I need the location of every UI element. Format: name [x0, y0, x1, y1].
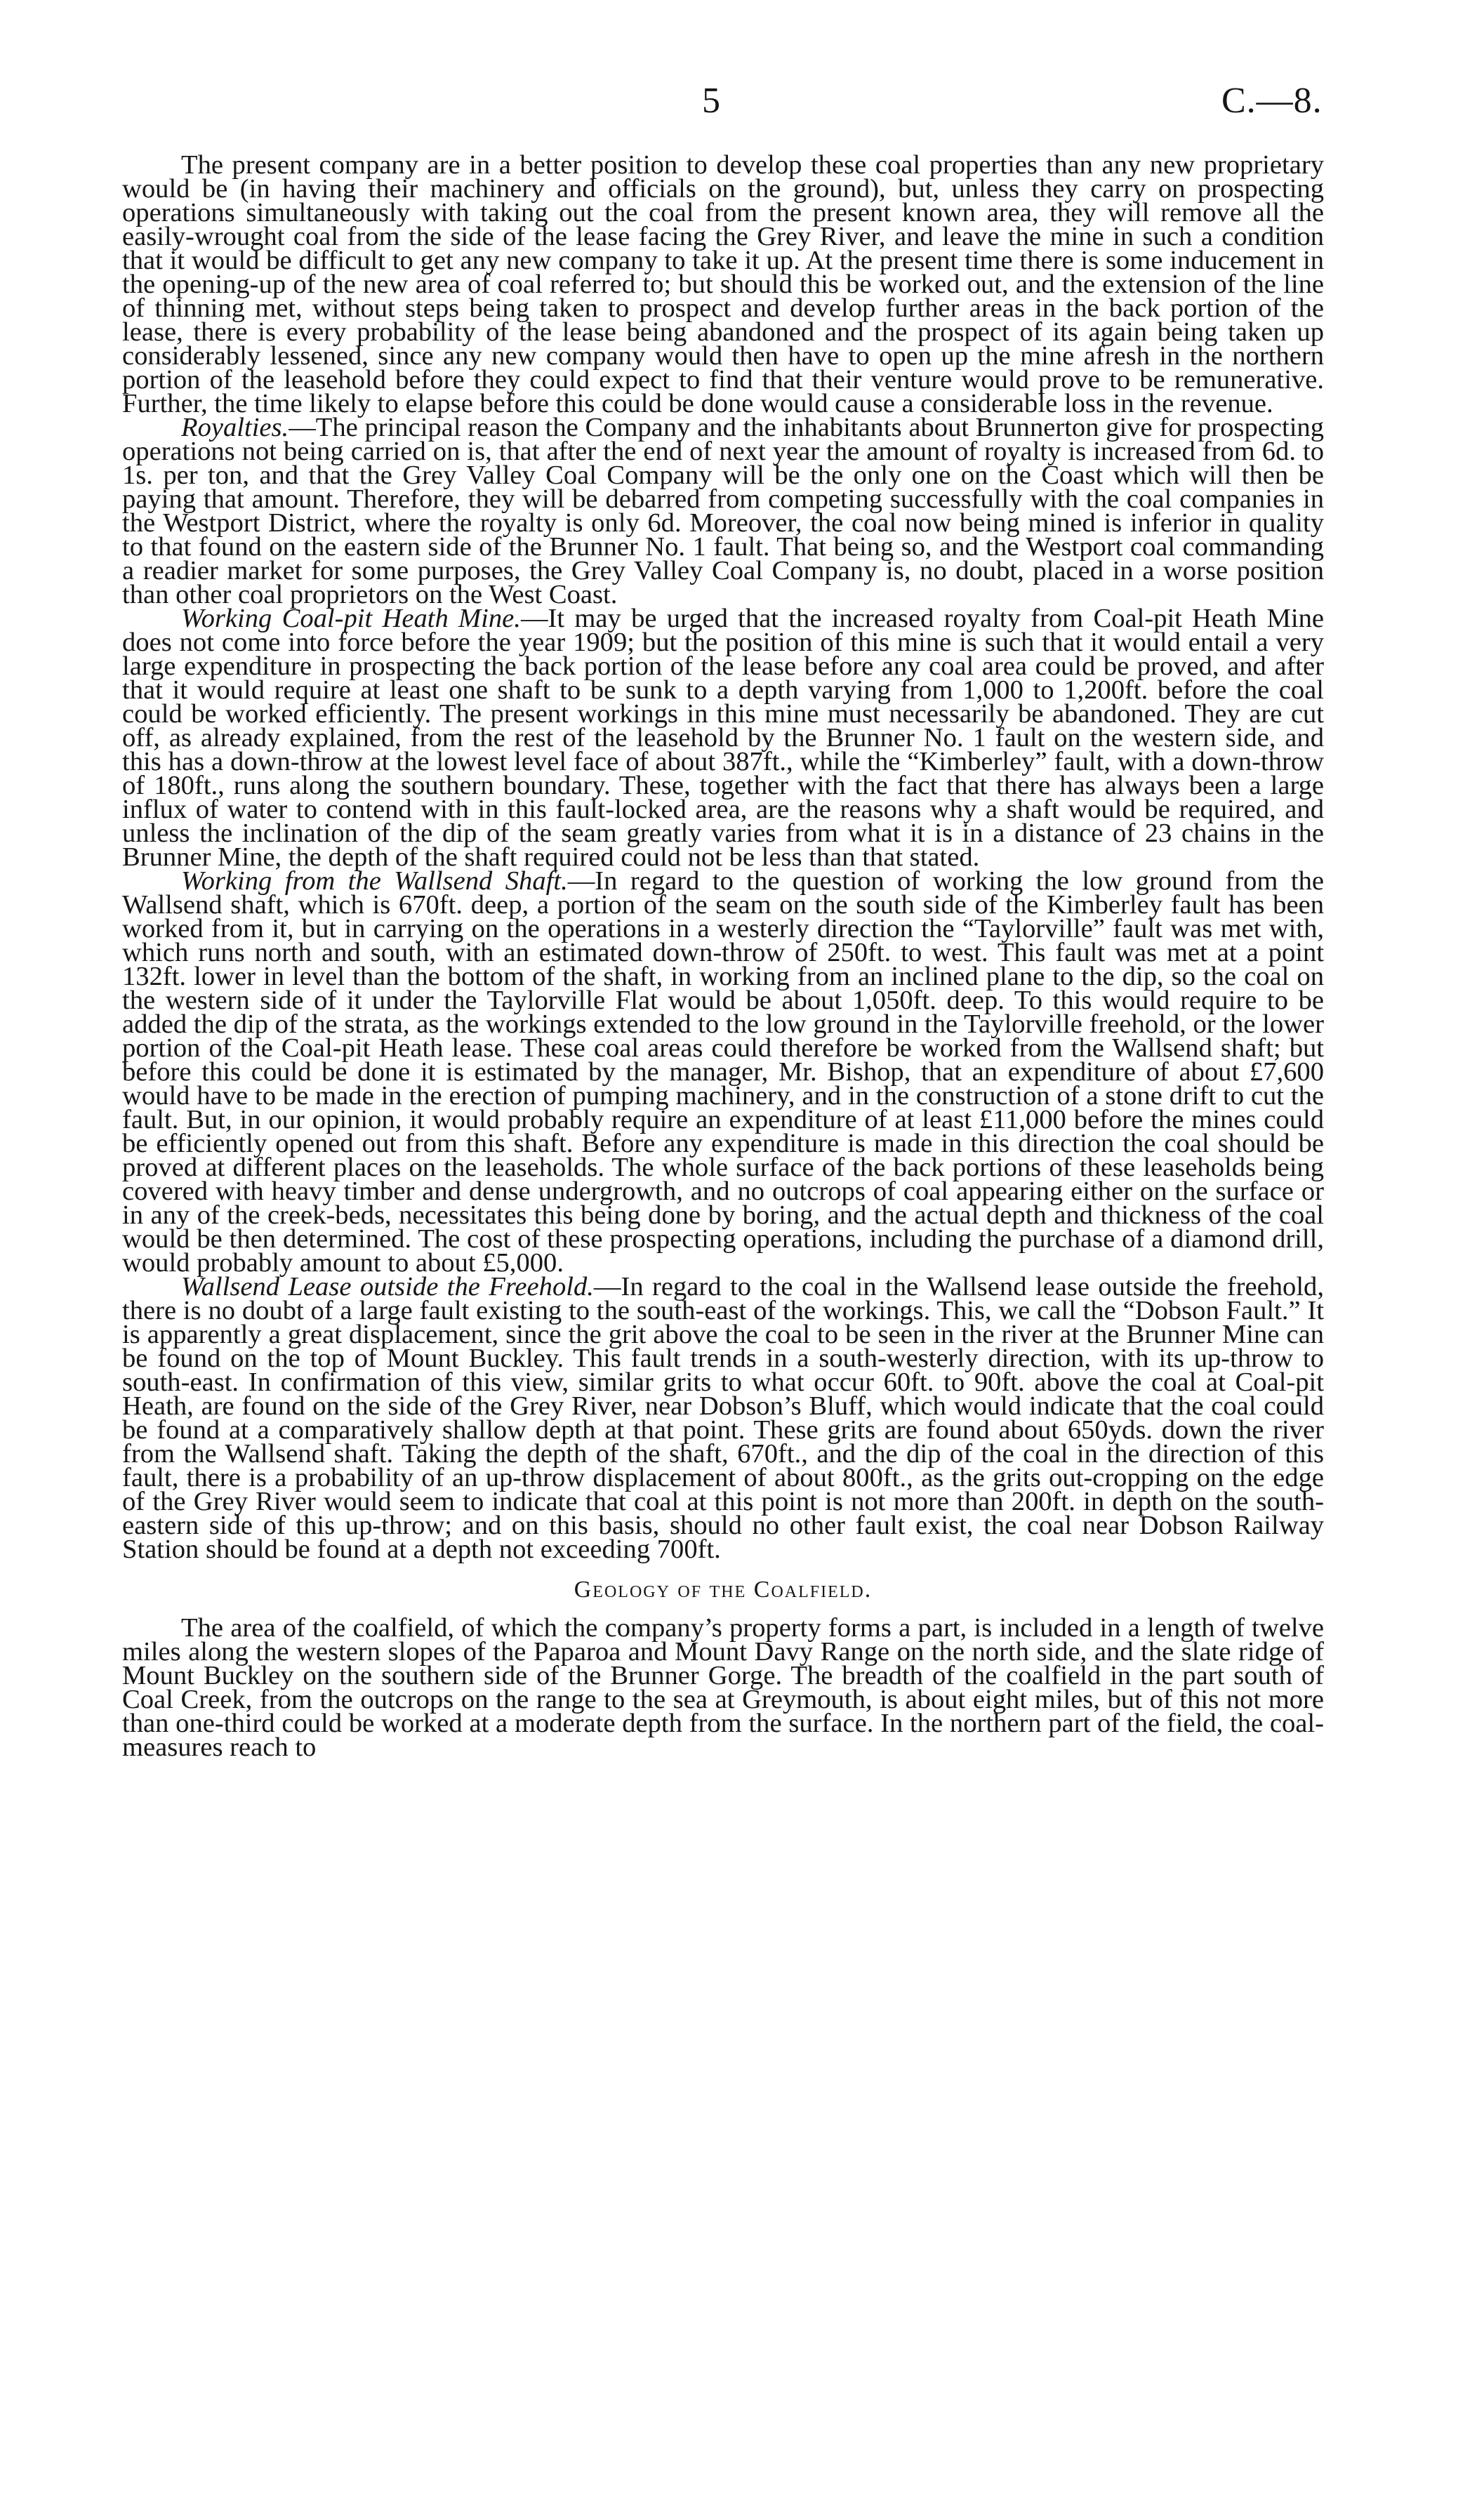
paragraph-text: —The principal reason the Company and the inhabitants about Brunnerton give for prospecting operations not being carried on is, that after the end of next year the amount of royalty is increased from 6d. to 1s. per ton, and that the Grey Valley Coal Company will be the only one on the Coast which will then be paying that amount. Therefore, they will be debarred from competing successfully with the coal companies in the Westport District, where the royalty is only 6d. Moreover, the coal now being mined is inferior in quality to that found on the eastern side of the Brunner No. 1 fault. That being so, and the Westport coal commanding a readier market for some purposes, the Grey Valley Coal Company is, no doubt, placed in a worse position than other coal proprietors on the West Coast. [122, 413, 1324, 609]
paragraph-text: —It may be urged that the increased royalty from Coal-pit Heath Mine does not come into force before the year 1909; but the position of this mine is such that it would entail a very large expenditure in prospecting the back portion of the lease before any coal area could be proved, and after that it would require at least one shaft to be sunk to a depth varying from 1,000 to 1,200ft. before the coal could be worked efficiently. The present workings in this mine must necessarily be abandoned. They are cut off, as already explained, from the rest of the leasehold by the Brunner No. 1 fault on the western side, and this has a down-throw at the lowest level face of about 387ft., while the “Kimberley” fault, with a down-throw of 180ft., runs along the southern boundary. These, together with the fact that there has always been a large influx of water to contend with in this fault-locked area, are the reasons why a shaft would be required, and unless the inclination of the dip of the seam greatly varies from what it is in a distance of 23 chains in the Brunner Mine, the depth of the shaft required could not be less than that stated. [122, 604, 1324, 872]
paragraph-wallsend-shaft [122, 866, 1324, 1278]
paragraph-text: —In regard to the coal in the Wallsend lease outside the freehold, there is no doubt of a large fault existing to the south-east of the workings. This, we call the “Dobson Fault.” It is apparently a great displacement, since the grit above the coal to be seen in the river at the Brunner Mine can be found on the top of Mount Buckley. This fault trends in a south-westerly direction, with its up-throw to south-east. In confirmation of this view, similar grits to what occur 60ft. to 90ft. above the coal at Coal-pit Heath, are found on the side of the Grey River, near Dobson’s Bluff, which would indicate that the coal could be found at a comparatively shallow depth at that point. These grits are found about 650yds. down the river from the Wallsend shaft. Taking the depth of the shaft, 670ft., and the dip of the coal in the direction of this fault, there is a probability of an up-throw displacement of about 800ft., as the grits out-cropping on the edge of the Grey River would seem to indicate that coal at this point is not more than 200ft. in depth on the south-eastern side of this up-throw; and on this basis, should no other fault exist, the coal near Dobson Railway Station should be found at a depth not exceeding 700ft. [122, 1272, 1324, 1564]
page-number: 5 [702, 81, 720, 121]
paragraph-coal-pit-heath [122, 604, 1324, 872]
paragraph-text: The area of the coalfield, of which the company’s property forms a part, is included in a length of twelve miles along the western slopes of the Paparoa and Mount Davy Range on the north side, and the slate ridge of Mount Buckley on the southern side of the Brunner Gorge. The breadth of the coalfield in the part south of Coal Creek, from the outcrops on the range to the sea at Greymouth, is about eight miles, but of this not more than one-third could be worked at a moderate depth from the surface. In the northern part of the field, the coal-measures reach to [122, 1613, 1324, 1762]
paragraph-lead: Working from the Wallsend Shaft. [181, 866, 568, 896]
paragraph-text: The present company are in a better position to develop these coal properties than any new proprietary would be (in having their machinery and officials on the ground), but, unless they carry on prospecting operations simultaneously with taking out the coal from the present known area, they will remove all the easily-wrought coal from the side of the lease facing the Grey River, and leave the mine in such a condition that it would be difficult to get any new company to take it up. At the present time there is some inducement in the opening-up of the new area of coal referred to; but should this be worked out, and the extension of the line of thinning met, without steps being taken to prospect and develop further areas in the back portion of the lease, there is every probability of the lease being abandoned and the prospect of its again being taken up considerably lessened, since any new company would then have to open up the mine afresh in the northern portion of the leasehold before they could expect to find that their venture would prove to be remunerative. Further, the time likely to elapse before this could be done would cause a considerable loss in the revenue. [122, 150, 1324, 418]
paragraph-geology [122, 1613, 1324, 1762]
paragraph-lead: Working Coal-pit Heath Mine. [181, 604, 521, 633]
paragraph-royalties [122, 413, 1324, 609]
document-reference: C.—8. [1221, 81, 1323, 121]
paragraph-lead: Wallsend Lease outside the Freehold. [181, 1272, 594, 1301]
paragraph-wallsend-lease [122, 1272, 1324, 1564]
paragraph-text: —In regard to the question of working the low ground from the Wallsend shaft, which is 670ft. deep, a portion of the seam on the south side of the Kimberley fault has been worked from it, but in carrying on the operations in a westerly direction the “Taylorville” fault was met with, which runs north and south, with an estimated down-throw of 250ft. to west. This fault was met at a point 132ft. lower in level than the bottom of the shaft, in working from an inclined plane to the dip, so the coal on the western side of it under the Taylorville Flat would be about 1,050ft. deep. To this would require to be added the dip of the strata, as the workings extended to the low ground in the Taylorville freehold, or the lower portion of the Coal-pit Heath lease. These coal areas could therefore be worked from the Wallsend shaft; but before this could be done it is estimated by the manager, Mr. Bishop, that an expenditure of about £7,600 would have to be made in the erection of pumping machinery, and in the construction of a stone drift to cut the fault. But, in our opinion, it would probably require an expenditure of at least £11,000 before the mines could be efficiently opened out from this shaft. Before any expenditure is made in this direction the coal should be proved at different places on the leaseholds. The whole surface of the back portions of these leaseholds being covered with heavy timber and dense undergrowth, and no outcrops of coal appearing either on the surface or in any of the creek-beds, necessitates this being done by boring, and the actual depth and thickness of the coal would be then determined. The cost of these prospecting operations, including the purchase of a diamond drill, would probably amount to about £5,000. [122, 866, 1324, 1278]
section-heading: Geology of the Coalfield. [574, 1577, 873, 1603]
paragraph-intro [122, 150, 1324, 418]
body-text [122, 150, 1324, 1762]
paragraph-lead: Royalties. [181, 413, 289, 442]
